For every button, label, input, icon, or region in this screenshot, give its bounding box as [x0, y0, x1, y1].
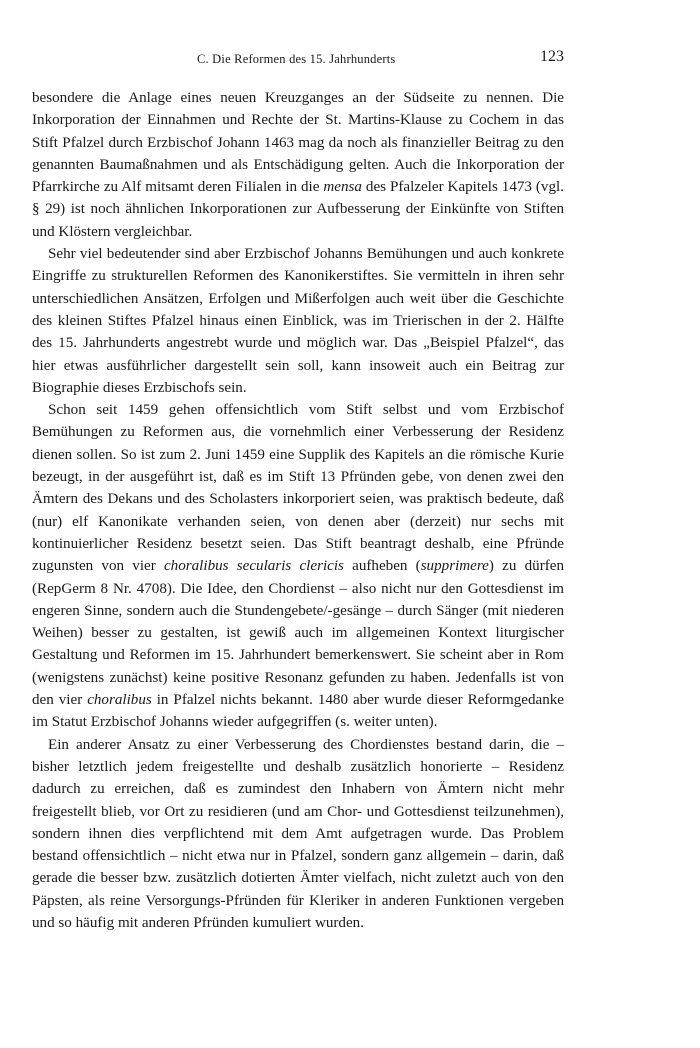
text-run: des Pfalzeler Kapitels 1473 (vgl. § 29) ist noch ähnlichen Inkorporationen zur Aufbesserung der Einkünfte von Stiften und Klöstern vergleichbar. — [32, 179, 564, 240]
running-head: C. Die Reformen des 15. Jahrhunderts — [197, 52, 396, 66]
text-run: aufheben ( — [343, 558, 421, 575]
page-number: 123 — [540, 48, 564, 65]
italic-term: supprimere — [420, 558, 489, 575]
italic-term: choralibus secularis clericis — [163, 558, 344, 575]
text-run: Ein anderer Ansatz zu einer Verbesserung des Chordienstes bestand darin, die – bisher letztlich jedem freigestellte und deshalb zusätzlich honorierte – Residenz dadurch zu erreichen, daß es zumindest den Inhabern von Ämtern nicht mehr freigestellt blieb, vor Ort zu residieren (und am Chor- und Gottesdienst teilzunehmen), sondern ihnen dies verpflichtend mit dem Amt aufgetragen wurde. Das Problem bestand offensichtlich – nicht etwa nur in Pfalzel, sondern ganz allgemein – darin, daß gerade die besser bzw. zusätzlich dotierten Ämter vielfach, nicht zuletzt auch von den Päpsten, als reine Versorgungs-Pfründen für Kleriker in anderen Funktionen vergeben und so häufig mit anderen Pfründen kumuliert wurden. — [32, 736, 564, 931]
text-run: Schon seit 1459 gehen offensichtlich vom Stift selbst und vom Erzbischof Bemühungen zu Reformen aus, die vornehmlich einer Verbesserung der Residenz dienen sollen. So ist zum 2. Juni 1459 eine Supplik des Kapitels an die römische Kurie bezeugt, in der ausgeführt ist, daß es im Stift 13 Pfründen gebe, von denen zwei den Ämtern des Dekans und des Scholasters inkorporiert seien, was praktisch bedeute, daß (nur) elf Kanonikate verhanden seien, von denen aber (derzeit) nur sechs mit kontinuierlicher Residenz besetzt seien. Das Stift beantragt deshalb, eine Pfründe zugunsten von vier — [32, 402, 564, 575]
text-run: in Pfalzel nichts bekannt. 1480 aber wurde dieser Reformgedanke im Statut Erzbischof Johanns wieder aufgegriffen (s. weiter unten). — [32, 692, 564, 731]
paragraph — [32, 399, 564, 733]
italic-term: mensa — [323, 179, 362, 196]
italic-term: choralibus — [87, 692, 152, 709]
page-header — [32, 48, 564, 70]
text-run: besondere die Anlage eines neuen Kreuzganges an der Südseite zu nennen. Die Inkorporation der Einnahmen und Rechte der St. Martins-Klause zu Cochem in das Stift Pfalzel durch Erzbischof Johann 1463 mag da noch als finanzieller Beitrag zu den genannten Baumaßnahmen und als Entschädigung gelten. Auch die Inkorporation der Pfarrkirche zu Alf mitsamt deren Filialen in die — [32, 90, 564, 196]
text-run: ) zu dürfen (RepGerm 8 Nr. 4708). Die Idee, den Chordienst – also nicht nur den Gottesdienst im engeren Sinne, sondern auch die Stundengebete/-gesänge – durch Sänger (mit niederen Weihen) besser zu gestalten, ist gewiß auch im allgemeinen Kontext liturgischer Gestaltung und Reformen im 15. Jahrhundert bemerkenswert. Sie scheint aber in Rom (wenigstens zunächst) keine positive Resonanz gefunden zu haben. Jedenfalls ist von den vier — [32, 558, 564, 709]
body-text — [32, 87, 564, 934]
paragraph — [32, 734, 564, 935]
paragraph — [32, 87, 564, 243]
paragraph — [32, 243, 564, 399]
text-run: Sehr viel bedeutender sind aber Erzbischof Johanns Bemühungen und auch konkrete Eingriffe zu strukturellen Reformen des Kanonikerstiftes. Sie vermitteln in ihren sehr unterschiedlichen Ansätzen, Erfolgen und Mißerfolgen auch weit über die Geschichte des kleinen Stiftes Pfalzel hinaus einen Einblick, was im Trierischen in der 2. Hälfte des 15. Jahrhunderts angestrebt wurde und möglich war. Das „Beispiel Pfalzel“, das hier etwas ausführlicher dargestellt sein soll, kann insoweit auch ein Beitrag zur Biographie dieses Erzbischofs sein. — [32, 246, 564, 396]
